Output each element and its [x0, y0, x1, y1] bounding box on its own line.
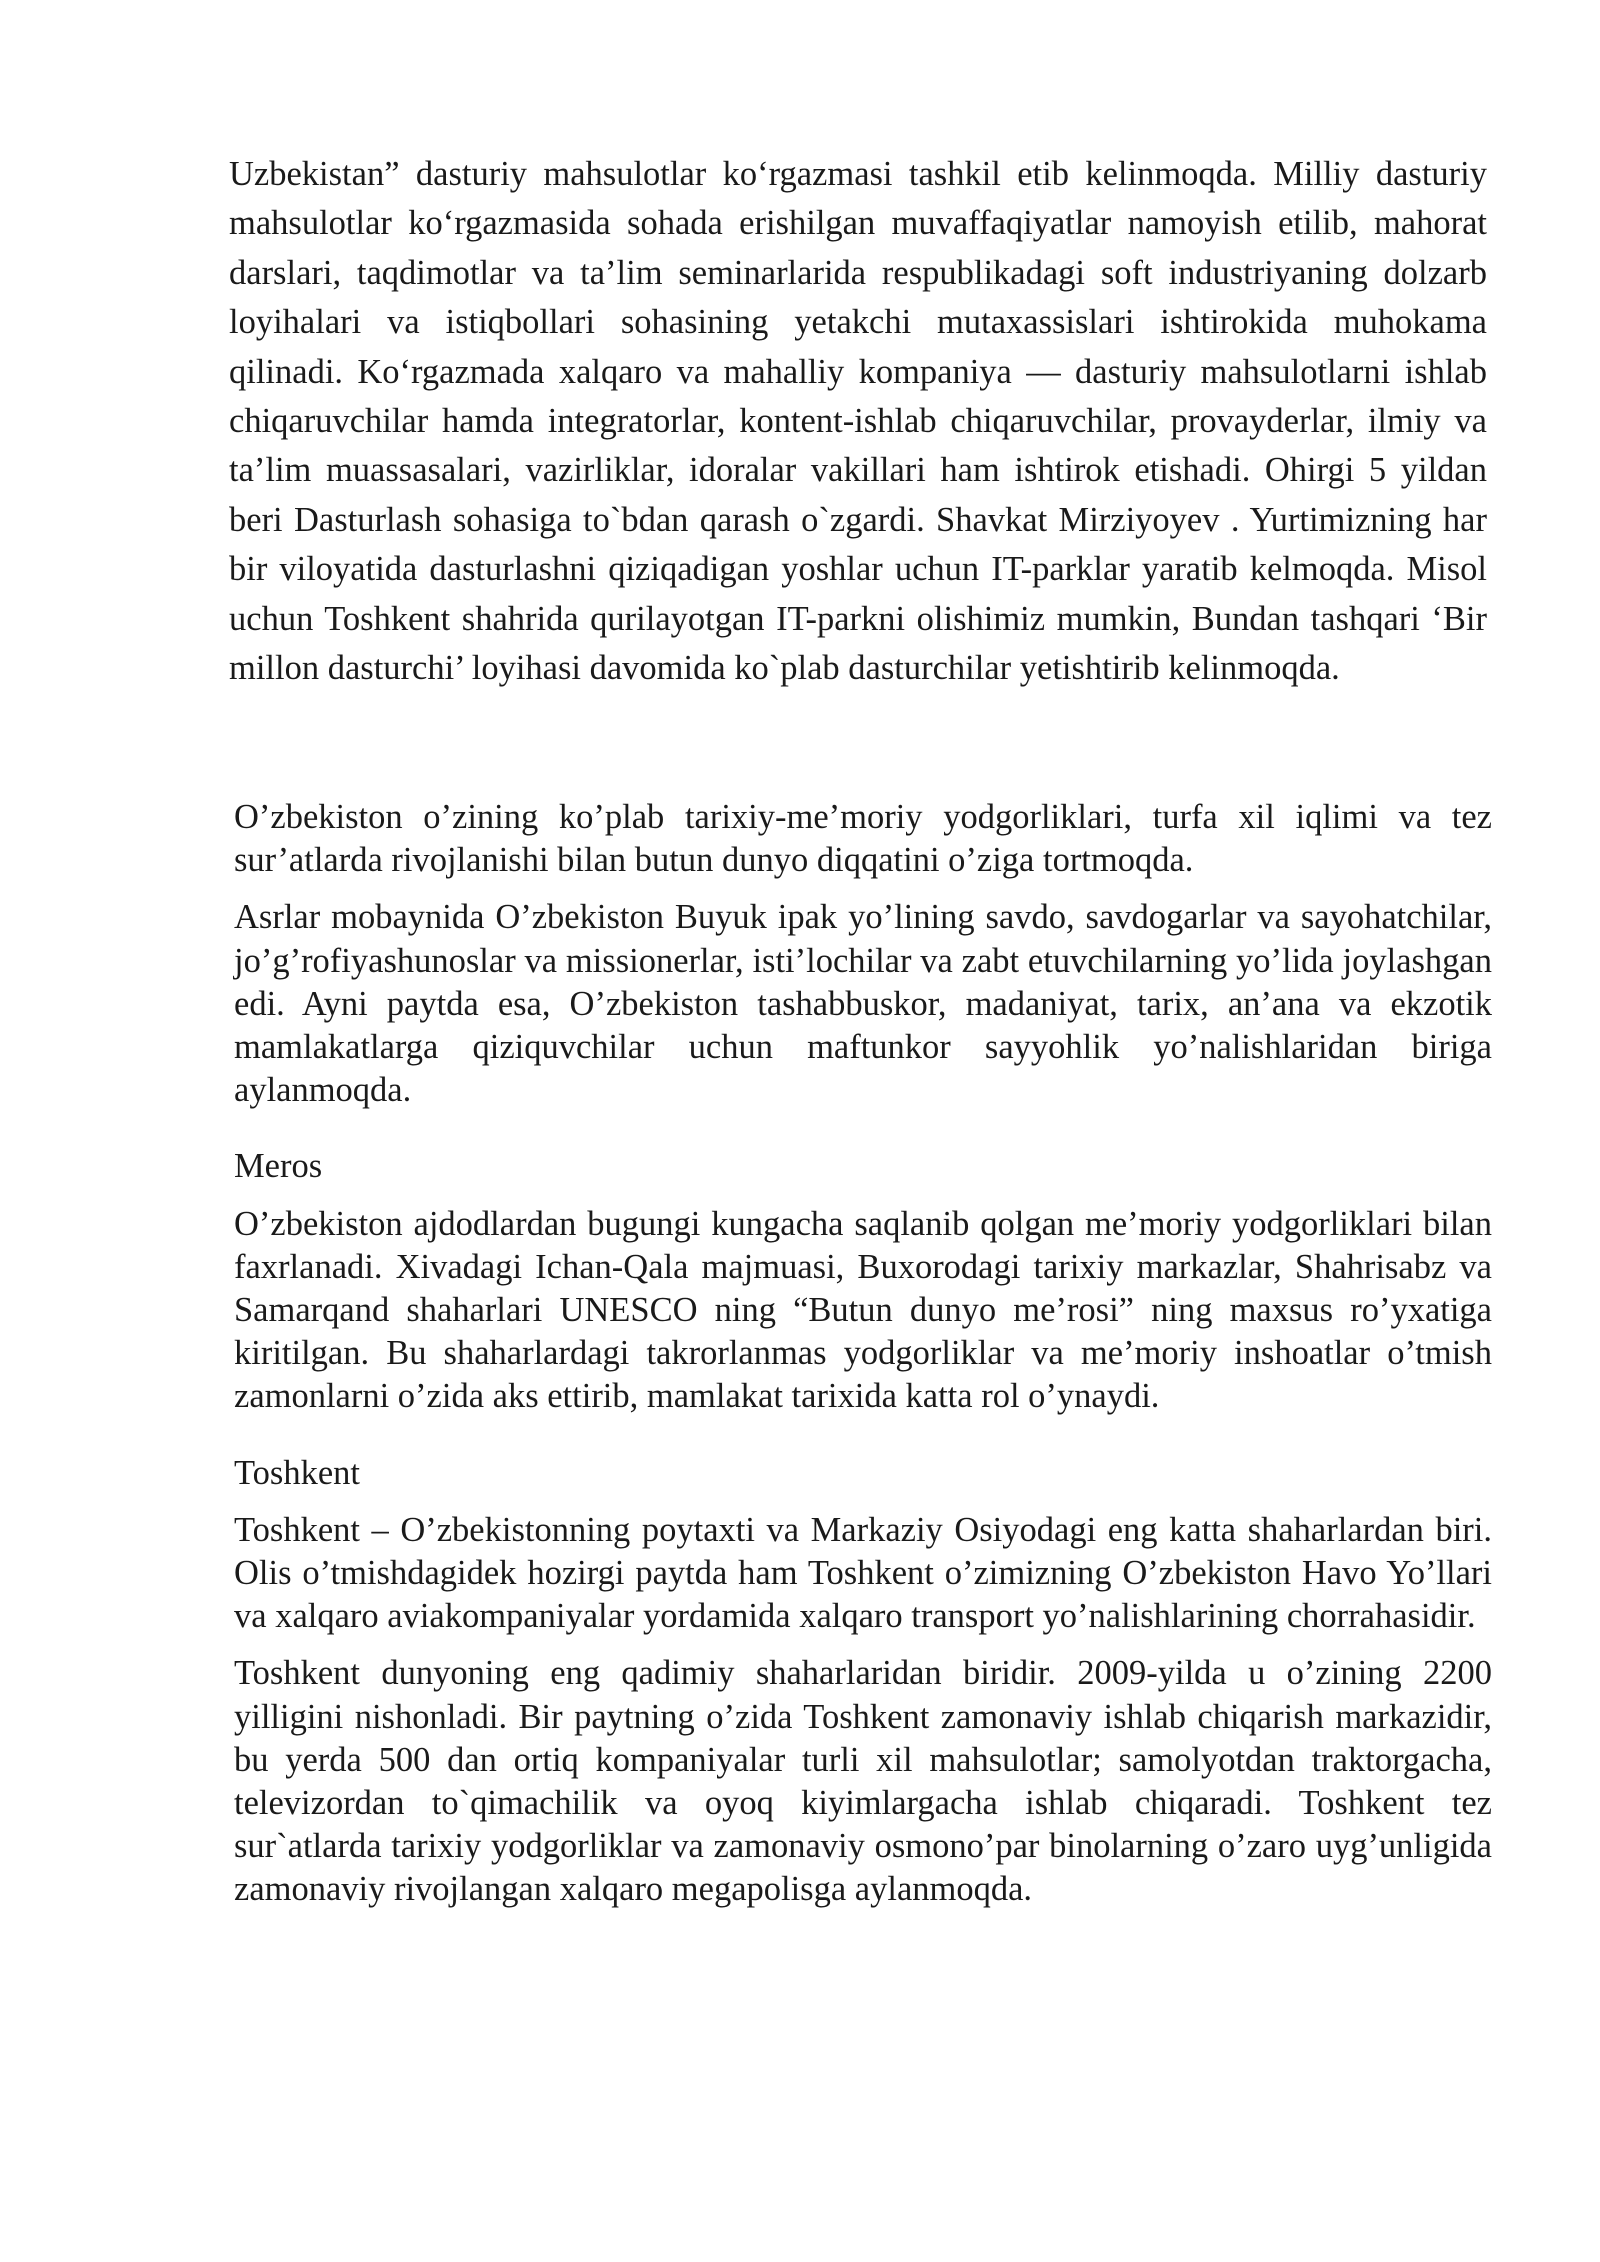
continuation-paragraph: Uzbekistan” dasturiy mahsulotlar ko‘rgazmasi tashkil etib kelinmoqda. Milliy dasturiy mahsulotlar ko‘rgazmasida sohada erishilgan muvaffaqiyatlar namoyish etilib, mahorat darslari, taqdimotlar va ta’lim seminarlarida respublikadagi soft industriyaning dolzarb loyihalari va istiqbollari sohasining yetakchi mutaxassislari ishtirokida muhokama qilinadi. Ko‘rgazmada xalqaro va mahalliy kompaniya — dasturiy mahsulotlarni ishlab chiqaruvchilar hamda integratorlar, kontent-ishlab chiqaruvchilar, provayderlar, ilmiy va ta’lim muassasalari, vazirliklar, idoralar vakillari ham ishtirok etishadi. Ohirgi 5 yildan beri Dasturlash sohasiga to`bdan qarash o`zgardi. Shavkat Mirziyoyev . Yurtimizning har bir viloyatida dasturlashni qiziqadigan yoshlar uchun IT-parklar yaratib kelmoqda. Misol uchun Toshkent shahrida qurilayotgan IT-parkni olishimiz mumkin, Bundan tashqari ‘Bir millon dasturchi’ loyihasi davomida ko`plab dasturchilar yetishtirib kelinmoqda. — [229, 155, 1487, 688]
meros-paragraph: O’zbekiston ajdodlardan bugungi kungacha saqlanib qolgan me’moriy yodgorliklari bilan faxrlanadi. Xivadagi Ichan-Qala majmuasi, Buxorodagi tarixiy markazlar, Shahrisabz va Samarqand shaharlari UNESCO ning “Butun dunyo me’rosi” ning maxsus ro’yxatiga kiritilgan. Bu shaharlardagi takrorlanmas yodgorliklar va me’moriy inshoatlar o’tmish zamonlarni o’zida aks ettirib, mamlakat tarixida katta rol o’ynaydi. — [234, 1204, 1492, 1416]
toshkent-paragraph-2: Toshkent dunyoning eng qadimiy shaharlaridan biridir. 2009-yilda u o’zining 2200 yilligini nishonladi. Bir paytning o’zida Toshkent zamonaviy ishlab chiqarish markazidir, bu yerda 500 dan ortiq kompaniyalar turli xil mahsulotlar; samolyotdan traktorgacha, televizordan to`qimachilik va oyoq kiyimlargacha ishlab chiqaradi. Toshkent tez sur`atlarda tarixiy yodgorliklar va zamonaviy osmono’par binolarning o’zaro uyg’unligida zamonaviy rivojlangan xalqaro megapolisga aylanmoqda. — [234, 1654, 1492, 1909]
meros-heading: Meros — [234, 1147, 323, 1186]
intro-paragraph-2: Asrlar mobaynida O’zbekiston Buyuk ipak yo’lining savdo, savdogarlar va sayohatchilar, jo’g’rofiyashunoslar va missionerlar, isti’lochilar va zabt etuvchilarning yo’lida joylashgan edi. Ayni paytda esa, O’zbekiston tashabbuskor, madaniyat, tarix, an’ana va ekzotik mamlakatlarga qiziquvchilar uchun maftunkor sayyohlik yo’nalishlaridan biriga aylanmoqda. — [234, 898, 1492, 1110]
toshkent-heading: Toshkent — [234, 1453, 360, 1492]
toshkent-paragraph-1: Toshkent – O’zbekistonning poytaxti va Markaziy Osiyodagi eng katta shaharlardan biri. Olis o’tmishdagidek hozirgi paytda ham Toshkent o’zimizning O’zbekiston Havo Yo’llari va xalqaro aviakompaniyalar yordamida xalqaro transport yo’nalishlarining chorrahasidir. — [234, 1510, 1492, 1636]
continuation-section — [229, 150, 1487, 693]
uzbekistan-section — [234, 796, 1492, 1926]
intro-paragraph-1: O’zbekiston o’zining ko’plab tarixiy-me’moriy yodgorliklari, turfa xil iqlimi va tez sur’atlarda rivojlanishi bilan butun dunyo diqqatini o’ziga tortmoqda. — [234, 798, 1492, 880]
